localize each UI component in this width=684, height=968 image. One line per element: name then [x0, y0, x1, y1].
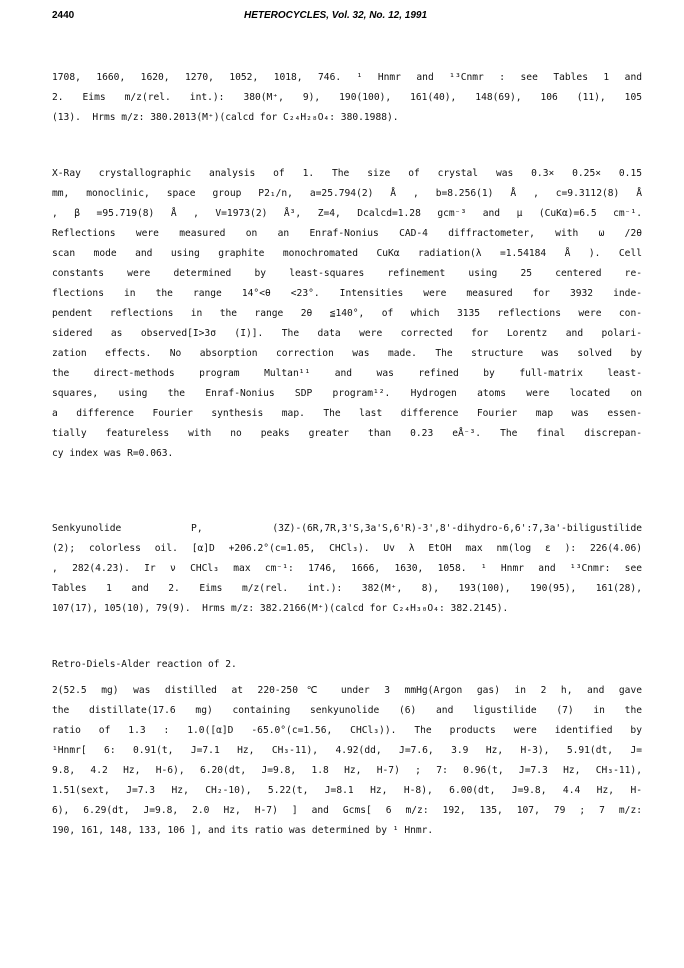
text-line: the direct-methods program Multan¹¹ and was refined by full-matrix least- — [52, 368, 642, 379]
text-line: scan mode and using graphite monochromated CuKα radiation(λ =1.54184 Å ). Cell — [52, 248, 642, 259]
text-line: sidered as observed[I>3σ (I)]. The data were corrected for Lorentz and polari- — [52, 328, 642, 339]
page-number: 2440 — [52, 10, 75, 21]
journal-title: HETEROCYCLES, Vol. 32, No. 12, 1991 — [244, 10, 428, 21]
text-line: 6), 6.29(dt, J=9.8, 2.0 Hz, H-7) ] and Gcms[ 6 m/z: 192, 135, 107, 79 ; 7 m/z: — [52, 805, 642, 816]
text-line: ratio of 1.3 : 1.0([α]D -65.0°(c=1.56, CHCl₃)). The products were identified by — [52, 725, 642, 736]
ir-data-paragraph — [52, 68, 642, 128]
text-line: mm, monoclinic, space group P2₁/n, a=25.794(2) Å , b=8.256(1) Å , c=9.3112(8) Å — [52, 188, 642, 199]
text-line: zation effects. No absorption correction was made. The structure was solved by — [52, 348, 642, 359]
text-line: cy index was R=0.063. — [52, 448, 174, 459]
text-line: Tables 1 and 2. Eims m/z(rel. int.): 382(M⁺, 8), 193(100), 190(95), 161(28), — [52, 583, 642, 594]
retro-diels-alder-paragraph — [52, 655, 642, 841]
text-line: , 282(4.23). Ir ν CHCl₃ max cm⁻¹: 1746, 1666, 1630, 1058. ¹ Hnmr and ¹³Cnmr: see — [52, 563, 642, 574]
text-line: 9.8, 4.2 Hz, H-6), 6.20(dt, J=9.8, 1.8 Hz, H-7) ; 7: 0.96(t, J=7.3 Hz, CH₃-11), — [52, 765, 642, 776]
running-header — [52, 10, 642, 24]
text-line: 1708, 1660, 1620, 1270, 1052, 1018, 746. ¹ Hnmr and ¹³Cnmr : see Tables 1 and — [52, 72, 642, 83]
text-line: , β =95.719(8) Å , V=1973(2) Å³, Z=4, Dcalcd=1.28 gcm⁻³ and μ (CuKα)=6.5 cm⁻¹. — [52, 208, 642, 219]
text-line: (2); colorless oil. [α]D +206.2°(c=1.05, CHCl₃). Uv λ EtOH max nm(log ε ): 226(4.06) — [52, 543, 642, 554]
text-line: 2. Eims m/z(rel. int.): 380(M⁺, 9), 190(100), 161(40), 148(69), 106 (11), 105 — [52, 92, 642, 103]
text-line: (13). Hrms m/z: 380.2013(M⁺)(calcd for C₂₄H₂₈O₄: 380.1988). — [52, 112, 399, 123]
text-line: flections in the range 14°<θ <23°. Intensities were measured for 3932 inde- — [52, 288, 642, 299]
text-line: 107(17), 105(10), 79(9). Hrms m/z: 382.2166(M⁺)(calcd for C₂₄H₃₀O₄: 382.2145). — [52, 603, 509, 614]
text-line: a difference Fourier synthesis map. The last difference Fourier map was essen- — [52, 408, 642, 419]
text-line: pendent reflections in the range 2θ ≦140°, of which 3135 reflections were con- — [52, 308, 642, 319]
section-heading: Retro-Diels-Alder reaction of 2. — [52, 659, 237, 670]
senkyunolide-paragraph — [52, 519, 642, 619]
text-line: ¹Hnmr[ 6: 0.91(t, J=7.1 Hz, CH₃-11), 4.92(dd, J=7.6, 3.9 Hz, H-3), 5.91(dt, J= — [52, 745, 642, 756]
text-line: tially featureless with no peaks greater than 0.23 eÅ⁻³. The final discrepan- — [52, 428, 642, 439]
text-line: constants were determined by least-squares refinement using 25 centered re- — [52, 268, 642, 279]
text-line: X-Ray crystallographic analysis of 1. The size of crystal was 0.3× 0.25× 0.15 — [52, 168, 642, 179]
text-line: 2(52.5 mg) was distilled at 220-250℃ under 3 mmHg(Argon gas) in 2 h, and gave — [52, 685, 642, 696]
text-line: 190, 161, 148, 133, 106 ], and its ratio was determined by ¹ Hnmr. — [52, 825, 434, 836]
text-line: the distillate(17.6 mg) containing senkyunolide (6) and ligustilide (7) in the — [52, 705, 642, 716]
text-line: Senkyunolide P, (3Z)-(6R,7R,3'S,3a'S,6'R)-3',8'-dihydro-6,6':7,3a'-biligustilide — [52, 523, 642, 534]
text-line: Reflections were measured on an Enraf-Nonius CAD-4 diffractometer, with ω /2θ — [52, 228, 642, 239]
x-ray-paragraph — [52, 164, 642, 464]
text-line: squares, using the Enraf-Nonius SDP program¹². Hydrogen atoms were located on — [52, 388, 642, 399]
text-line: 1.51(sext, J=7.3 Hz, CH₂-10), 5.22(t, J=8.1 Hz, H-8), 6.00(dt, J=9.8, 4.4 Hz, H- — [52, 785, 642, 796]
